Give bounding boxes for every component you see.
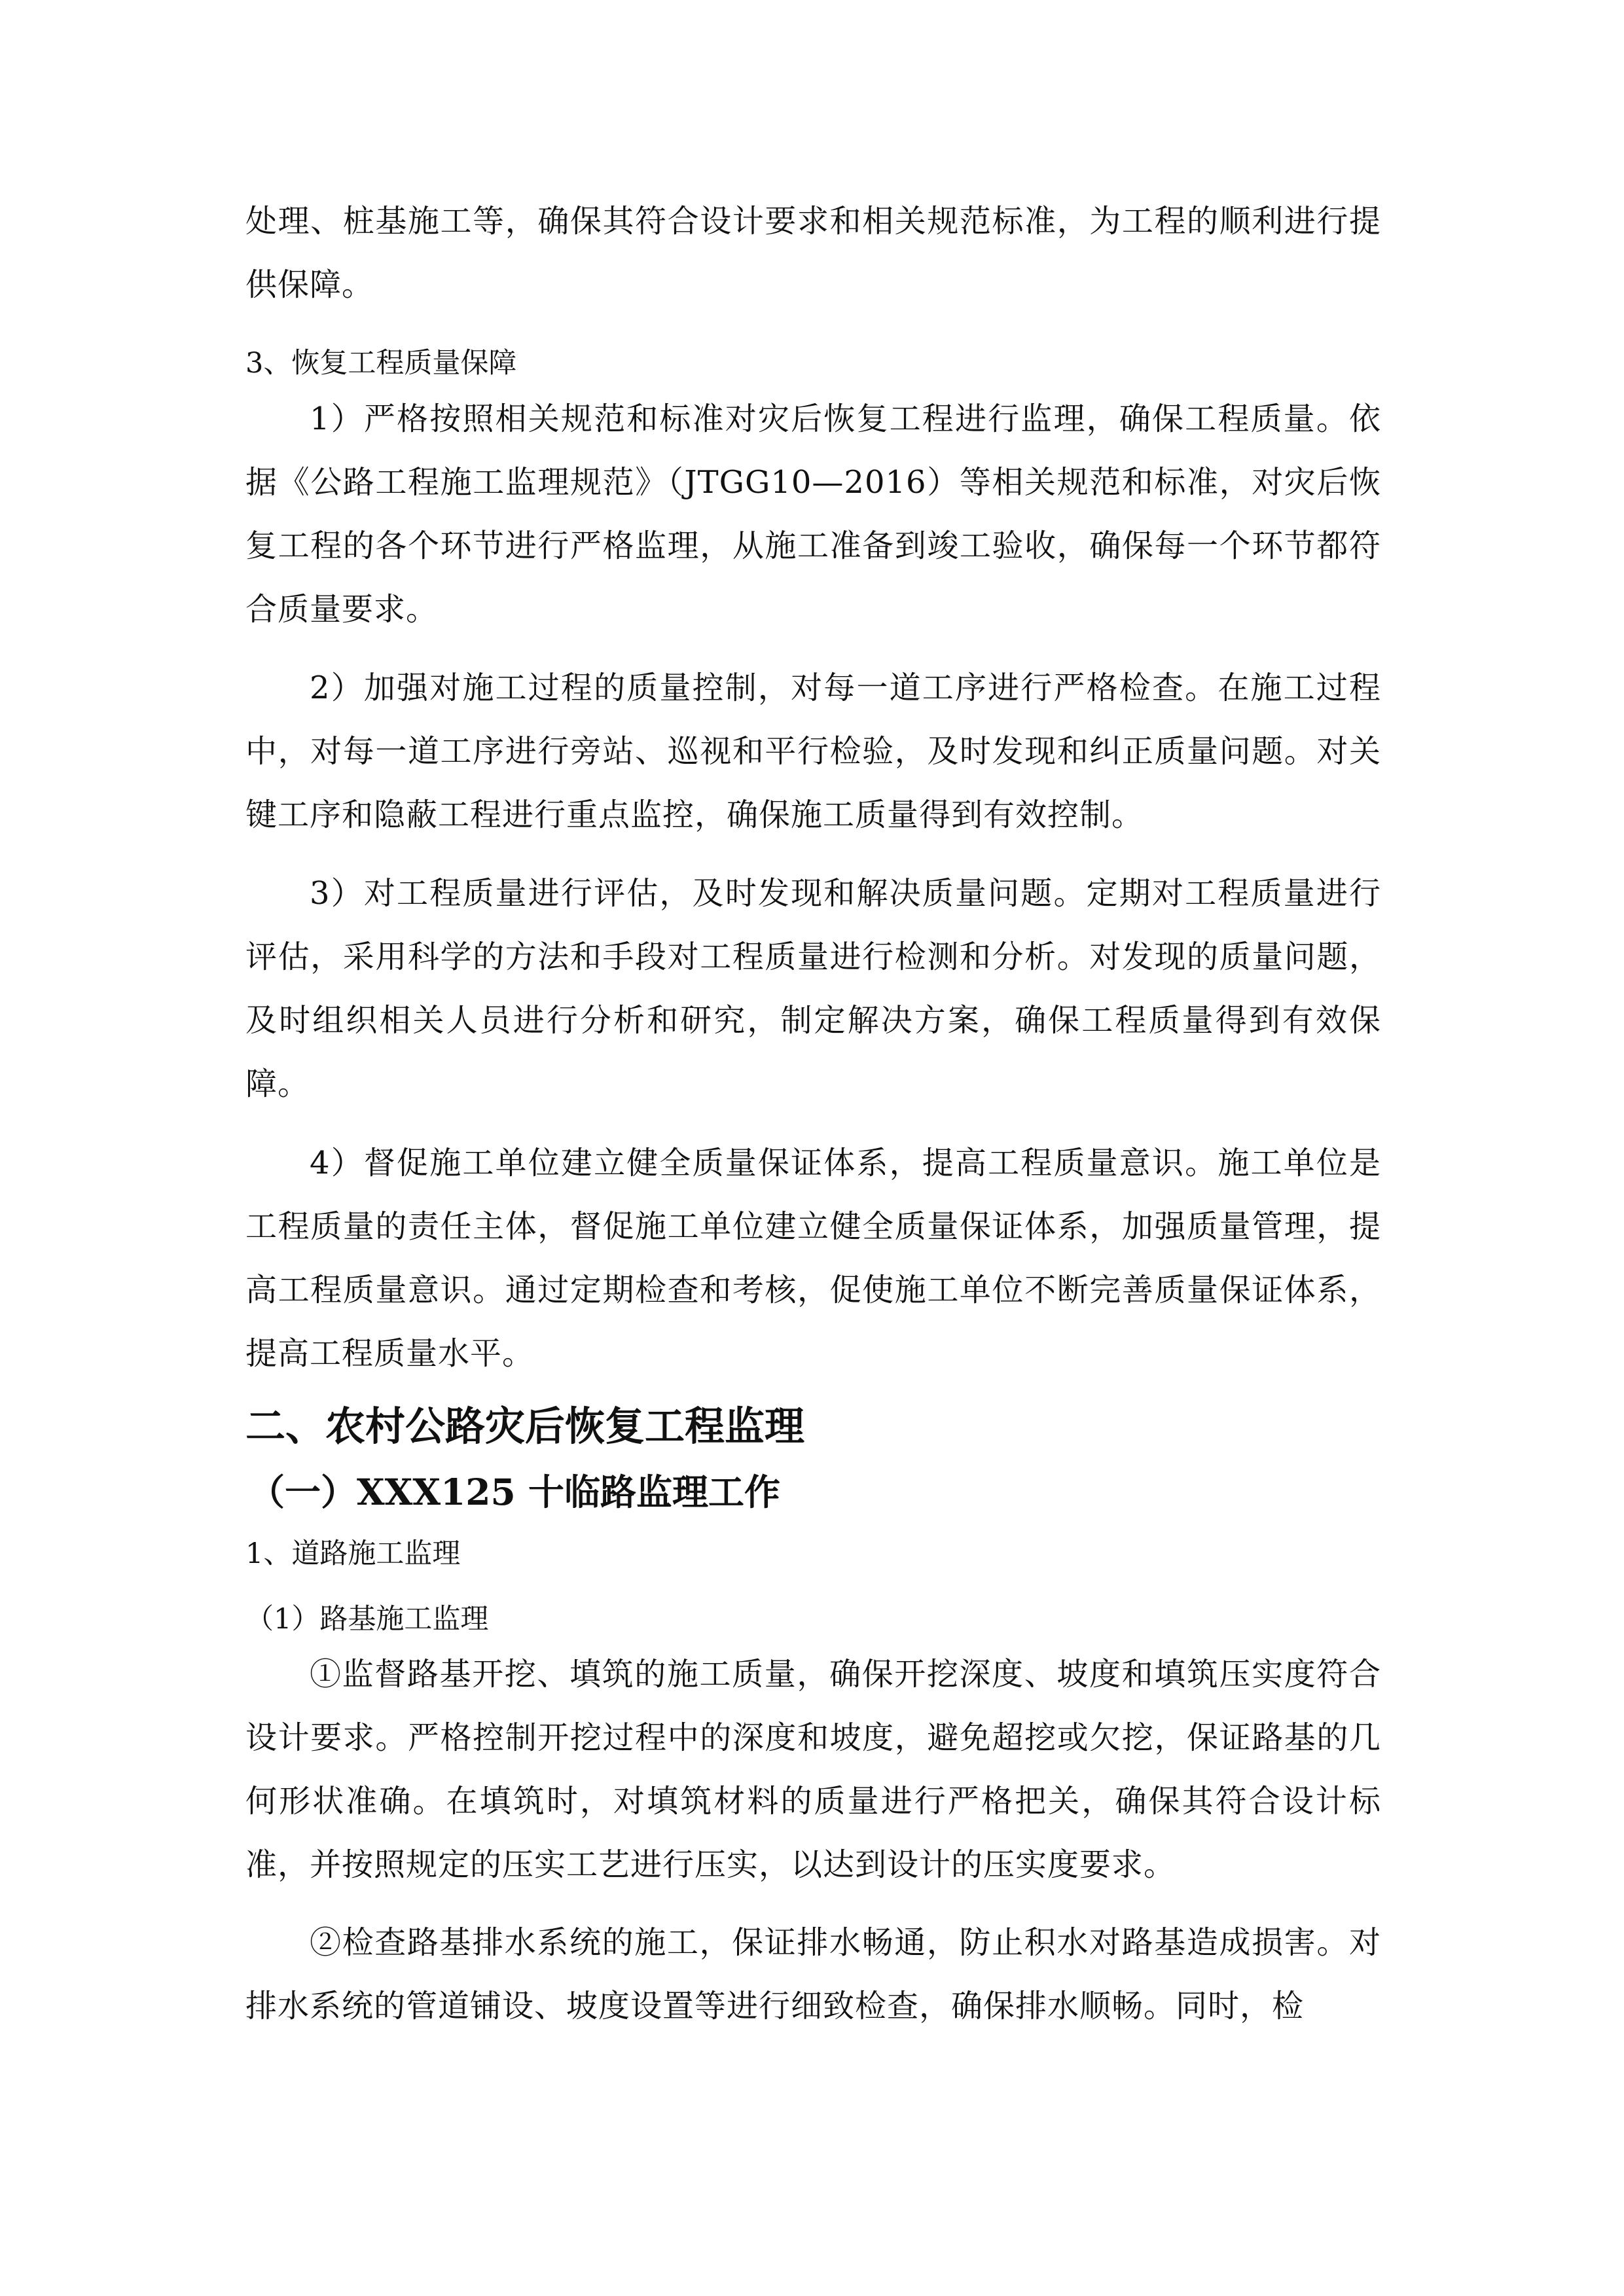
paragraph-item-2: 2）加强对施工过程的质量控制，对每一道工序进行严格检查。在施工过程中，对每一道工序进行旁站、巡视和平行检验，及时发现和纠正质量问题。对关键工序和隐蔽工程进行重点监控，确保施工质量得到有效控制。 (245, 670, 1381, 833)
paragraph-subgrade-2: ②检查路基排水系统的施工，保证排水畅通，防止积水对路基造成损害。对排水系统的管道铺设、坡度设置等进行细致检查，确保排水顺畅。同时，检 (245, 1924, 1381, 2024)
section-heading: 二、农村公路灾后恢复工程监理 (245, 1403, 805, 1450)
subsection-heading-quality-assurance: 3、恢复工程质量保障 (245, 347, 517, 380)
item-heading-road-construction: 1、道路施工监理 (245, 1537, 461, 1570)
paragraph-continued: 处理、桩基施工等，确保其符合设计要求和相关规范标准，为工程的顺利进行提供保障。 (245, 203, 1381, 303)
paragraph-subgrade-1: ①监督路基开挖、填筑的施工质量，确保开挖深度、坡度和填筑压实度符合设计要求。严格控制开挖过程中的深度和坡度，避免超挖或欠挖，保证路基的几何形状准确。在填筑时，对填筑材料的质量进行严格把关，确保其符合设计标准，并按照规定的压实工艺进行压实，以达到设计的压实度要求。 (245, 1656, 1381, 1883)
paragraph-item-4: 4）督促施工单位建立健全质量保证体系，提高工程质量意识。施工单位是工程质量的责任主体，督促施工单位建立健全质量保证体系，加强质量管理，提高工程质量意识。通过定期检查和考核，促使施工单位不断完善质量保证体系，提高工程质量水平。 (245, 1145, 1381, 1372)
subsection-heading: （一）XXX125 十临路监理工作 (249, 1471, 780, 1513)
paragraph-item-3: 3）对工程质量进行评估，及时发现和解决质量问题。定期对工程质量进行评估，采用科学的方法和手段对工程质量进行检测和分析。对发现的质量问题，及时组织相关人员进行分析和研究，制定解决方案，确保工程质量得到有效保障。 (245, 875, 1381, 1102)
item-heading-subgrade: （1）路基施工监理 (245, 1603, 489, 1636)
paragraph-item-1: 1）严格按照相关规范和标准对灾后恢复工程进行监理，确保工程质量。依据《公路工程施工监理规范》（JTGG10—2016）等相关规范和标准，对灾后恢复工程的各个环节进行严格监理，从施工准备到竣工验收，确保每一个环节都符合质量要求。 (245, 401, 1381, 628)
